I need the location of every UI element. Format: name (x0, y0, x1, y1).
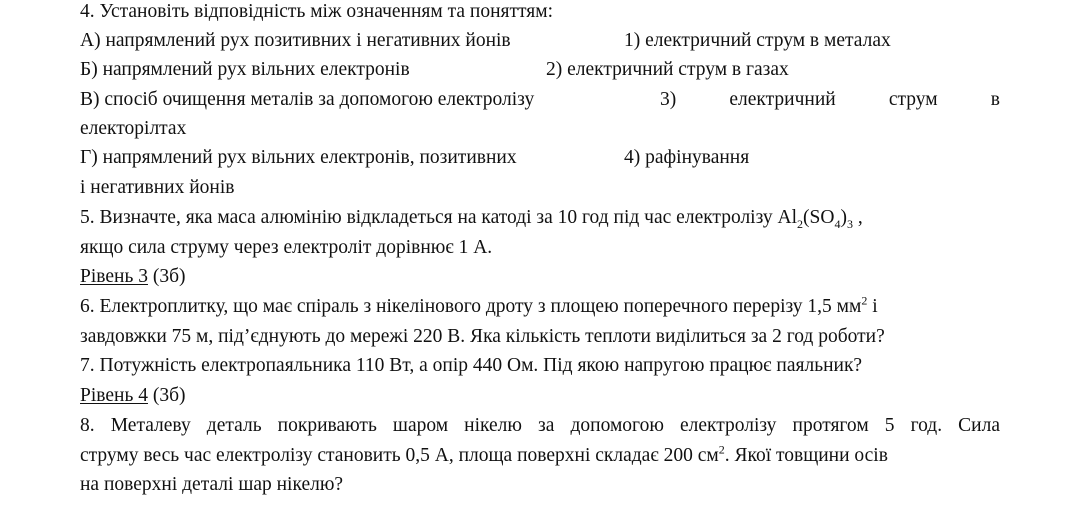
subscript: 4 (834, 216, 841, 231)
option-3-number: 3) (660, 89, 677, 110)
task4-item-b: Б) напрямлений рух вільних електронів (80, 59, 410, 80)
task7-text: 7. Потужність електропаяльника 110 Вт, а опір 440 Ом. Під якою напругою працює паяльник? (80, 355, 863, 376)
task8-line-2 (80, 444, 888, 468)
task5-text: 5. Визначте, яка маса алюмінію відкладеться на катоді за 10 год під час електролізу Al (80, 207, 798, 228)
formula-part: (SO (803, 207, 835, 228)
superscript: 2 (718, 442, 725, 457)
task4-item-a: А) напрямлений рух позитивних і негативних йонів (80, 30, 511, 51)
option-3-word: струм (888, 89, 938, 110)
task8-line-1: 8. Металеву деталь покривають шаром нікелю за допомогою електролізу протягом 5 год. Сила (80, 415, 1000, 436)
task4-option-4: 4) рафінування (624, 147, 750, 168)
task6-text: і (867, 296, 878, 317)
task4-item-c-continuation: електорілтах (80, 118, 187, 139)
task5-line-2: якщо сила струму через електроліт дорівнює 1 А. (80, 237, 493, 258)
subscript: 3 (846, 216, 853, 231)
task4-option-3 (660, 88, 1000, 112)
level-3-label: Рівень 3 (80, 266, 148, 287)
superscript: 2 (861, 293, 868, 308)
subscript: 2 (797, 216, 804, 231)
option-3-word: в (990, 89, 1000, 110)
formula-part: , (852, 207, 863, 228)
task4-item-d-continuation: і негативних йонів (80, 177, 235, 198)
task6-line-1 (80, 295, 878, 319)
formula-part: ) (840, 207, 847, 228)
level-4-heading (80, 384, 186, 408)
task4-title: 4. Установіть відповідність між означенням та поняттям: (80, 1, 553, 22)
task6-text: 6. Електроплитку, що має спіраль з нікелінового дроту з площею поперечного перерізу 1,5 мм (80, 296, 862, 317)
level-4-points: (3б) (147, 385, 186, 406)
task4-item-c: В) спосіб очищення металів за допомогою електролізу (80, 89, 535, 110)
task8-text: струму весь час електролізу становить 0,5 А, площа поверхні складає 200 см (80, 445, 719, 466)
level-3-heading (80, 265, 186, 289)
task4-option-1: 1) електричний струм в металах (624, 30, 891, 51)
option-3-word: електричний (729, 89, 836, 110)
level-4-label: Рівень 4 (80, 385, 148, 406)
task4-item-d: Г) напрямлений рух вільних електронів, позитивних (80, 147, 517, 168)
task8-line-3: на поверхні деталі шар нікелю? (80, 474, 344, 495)
level-3-points: (3б) (147, 266, 186, 287)
task8-text: . Якої товщини осів (724, 445, 888, 466)
task5-line-1 (80, 206, 863, 230)
task6-line-2: завдовжки 75 м, під’єднують до мережі 220 В. Яка кількість теплоти виділиться за 2 год роботи? (80, 326, 885, 347)
task4-option-2: 2) електричний струм в газах (546, 59, 789, 80)
